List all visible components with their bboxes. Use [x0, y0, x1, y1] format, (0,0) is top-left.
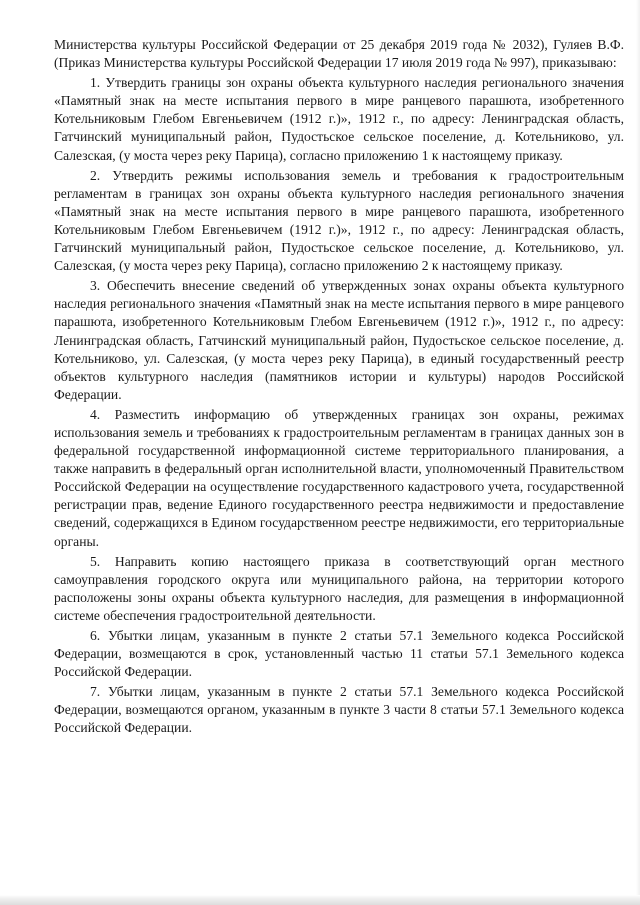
paragraph-item-7: 7. Убытки лицам, указанным в пункте 2 статьи 57.1 Земельного кодекса Российской Федерации, возмещаются органом, указанным в пункте 3 части 8 статьи 57.1 Земельного кодекса Российской Федерации.: [54, 684, 624, 736]
document-body: [54, 36, 624, 740]
paragraph-item-1: 1. Утвердить границы зон охраны объекта культурного наследия регионального значения «Памятный знак на месте испытания первого в мире ранцевого парашюта, изобретенного Котельниковым Глебом Евгеньевичем (1912 г.)», 1912 г., по адресу: Ленинградская область, Гатчинский муниципальный район, Пудостьское сельское поселение, д. Котельниково, ул. Салезская, (у моста через реку Парица), согласно приложению 1 к настоящему приказу.: [54, 75, 624, 163]
paragraph-item-4: 4. Разместить информацию об утвержденных границах зон охраны, режимах использования земель и требованиях к градостроительным регламентам в границах данных зон в федеральной государственной информационной системе территориального планирования, а также направить в федеральный орган исполнительной власти, уполномоченный Правительством Российской Федерации на осуществление государственного кадастрового учета, государственной регистрации прав, ведение Единого государственного реестра недвижимости и предоставление сведений, содержащихся в Едином государственном реестре недвижимости, его территориальные органы.: [54, 406, 624, 549]
scan-right-edge: [636, 0, 640, 905]
paragraph-preamble: Министерства культуры Российской Федерации от 25 декабря 2019 года № 2032), Гуляев В.Ф. (Приказ Министерства культуры Российской Федерации 17 июля 2019 года № 997), приказываю:: [54, 37, 624, 71]
paragraph-item-2: 2. Утвердить режимы использования земель и требования к градостроительным регламентам в границах зон охраны объекта культурного наследия регионального значения «Памятный знак на месте испытания первого в мире ранцевого парашюта, изобретенного Котельниковым Глебом Евгеньевичем (1912 г.)», 1912 г., по адресу: Ленинградская область, Гатчинский муниципальный район, Пудостьское сельское поселение, д. Котельниково, ул. Салезская, (у моста через реку Парица), согласно приложению 2 к настоящему приказу.: [54, 167, 624, 274]
paragraph-item-6: 6. Убытки лицам, указанным в пункте 2 статьи 57.1 Земельного кодекса Российской Федерации, возмещаются в срок, установленный частью 11 статьи 57.1 Земельного кодекса Российской Федерации.: [54, 628, 624, 680]
scan-bottom-edge: [0, 895, 640, 905]
paragraph-item-5: 5. Направить копию настоящего приказа в соответствующий орган местного самоуправления городского округа или муниципального района, на территории которого расположены зоны охраны объекта культурного наследия, для размещения в информационной системе обеспечения градостроительной деятельности.: [54, 553, 624, 623]
paragraph-item-3: 3. Обеспечить внесение сведений об утвержденных зонах охраны объекта культурного наследия регионального значения «Памятный знак на месте испытания первого в мире ранцевого парашюта, изобретенного Котельниковым Глебом Евгеньевичем (1912 г.)», 1912 г., по адресу: Ленинградская область, Гатчинский муниципальный район, Пудостьское сельское поселение, д. Котельниково, ул. Салезская, (у моста через реку Парица), в единый государственный реестр объектов культурного наследия (памятников истории и культуры) народов Российской Федерации.: [54, 278, 624, 402]
